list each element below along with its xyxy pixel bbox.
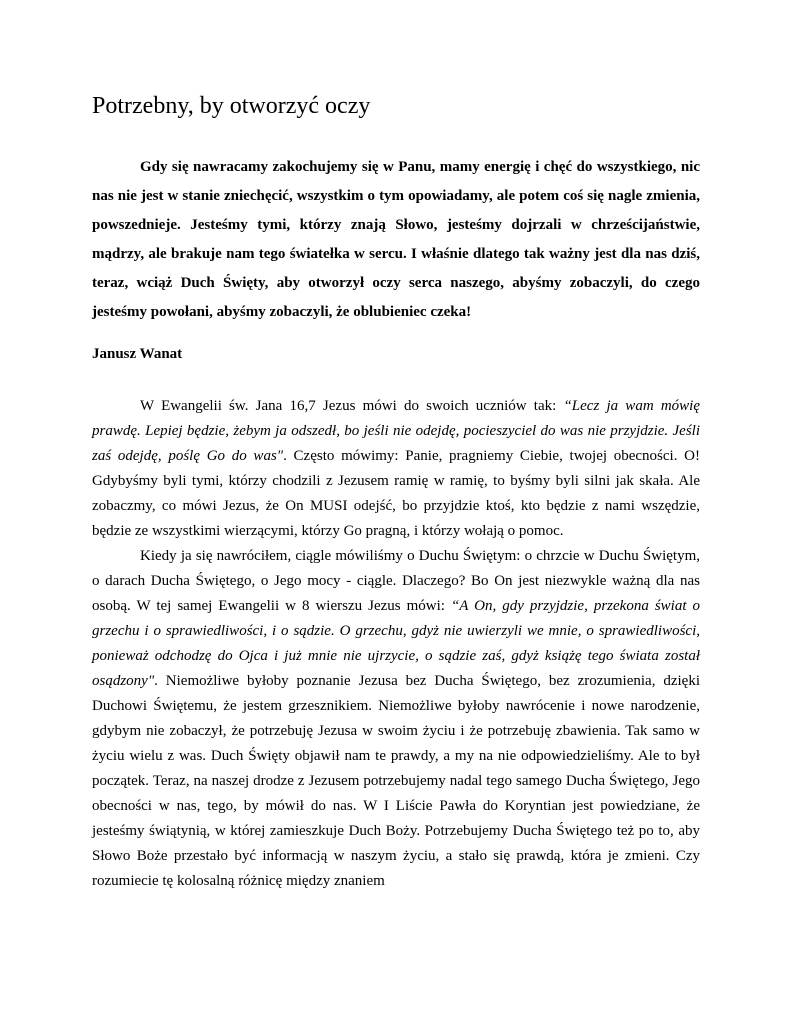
scripture-quote: “Lecz ja wam mówię prawdę. Lepiej będzie, żebym ja odszedł, bo jeśli nie odejdę, pocieszyciel do was nie przyjdzie. Jeśli zaś odejdę, poślę Go do was" [92, 398, 700, 464]
paragraph-text: W Ewangelii św. Jana 16,7 Jezus mówi do swoich uczniów tak: [140, 398, 564, 414]
paragraph-text: . Często mówimy: Panie, pragniemy Ciebie, twojej obecności. O! Gdybyśmy byli tymi, którzy chodzili z Jezusem ramię w ramię, to byśmy byli silni jak skała. Ale zobaczmy, co mówi Jezus, że On MUSI odejść, bo przyjdzie ktoś, kto będzie z nami wszędzie, będzie ze wszystkimi wierzącymi, którzy Go pragną, i którzy wołają o pomoc. [92, 448, 700, 539]
article-body [92, 394, 700, 894]
scripture-quote: “A On, gdy przyjdzie, przekona świat o grzechu i o sprawiedliwości, i o sądzie. O grzechu, gdyż nie uwierzyli we mnie, o sprawiedliwości, ponieważ odchodzę do Ojca i już mnie nie ujrzycie, o sądzie zaś, gdyż książę tego świata został osądzony" [92, 598, 700, 689]
paragraph-text: . Niemożliwe byłoby poznanie Jezusa bez Ducha Świętego, bez zrozumienia, dzięki Duchowi Świętemu, że jestem grzesznikiem. Niemożliwe byłoby nawrócenie i nowe narodzenie, gdybym nie zobaczył, że potrzebuję Jezusa w swoim życiu i że potrzebuję zbawienia. Tak samo w życiu wielu z was. Duch Święty objawił nam te prawdy, a my na nie odpowiedzieliśmy. Ale to był początek. Teraz, na naszej drodze z Jezusem potrzebujemy nadal tego samego Ducha Świętego, Jego obecności w nas, tego, by mówił do nas. W I Liście Pawła do Koryntian jest powiedziane, że jesteśmy świątynią, w której zamieszkuje Duch Boży. Potrzebujemy Ducha Świętego też po to, aby Słowo Boże przestało być informacją w naszym życiu, a stało się prawdą, która je zmieni. Czy rozumiecie tę kolosalną różnicę między znaniem [92, 673, 700, 889]
paragraph-text: Kiedy ja się nawróciłem, ciągle mówiliśmy o Duchu Świętym: o chrzcie w Duchu Świętym, o darach Ducha Świętego, o Jego mocy - ciągle. Dlaczego? Bo On jest niezwykle ważną dla nas osobą. W tej samej Ewangelii w 8 wierszu Jezus mówi: [92, 548, 700, 614]
document-title: Potrzebny, by otworzyć oczy [92, 93, 371, 119]
author-name: Janusz Wanat [92, 346, 183, 362]
body-paragraph [92, 394, 700, 544]
body-paragraph [92, 544, 700, 894]
lead-paragraph: Gdy się nawracamy zakochujemy się w Panu, mamy energię i chęć do wszystkiego, nic nas nie jest w stanie zniechęcić, wszystkim o tym opowiadamy, ale potem coś się nagle zmienia, powszednieje. Jesteśmy tymi, którzy znają Słowo, jesteśmy dojrzali w chrześcijaństwie, mądrzy, ale brakuje nam tego światełka w sercu. I właśnie dlatego tak ważny jest dla nas dziś, teraz, wciąż Duch Święty, aby otworzył oczy serca naszego, abyśmy zobaczyli, do czego jesteśmy powołani, abyśmy zobaczyli, że oblubieniec czeka! [92, 159, 700, 320]
